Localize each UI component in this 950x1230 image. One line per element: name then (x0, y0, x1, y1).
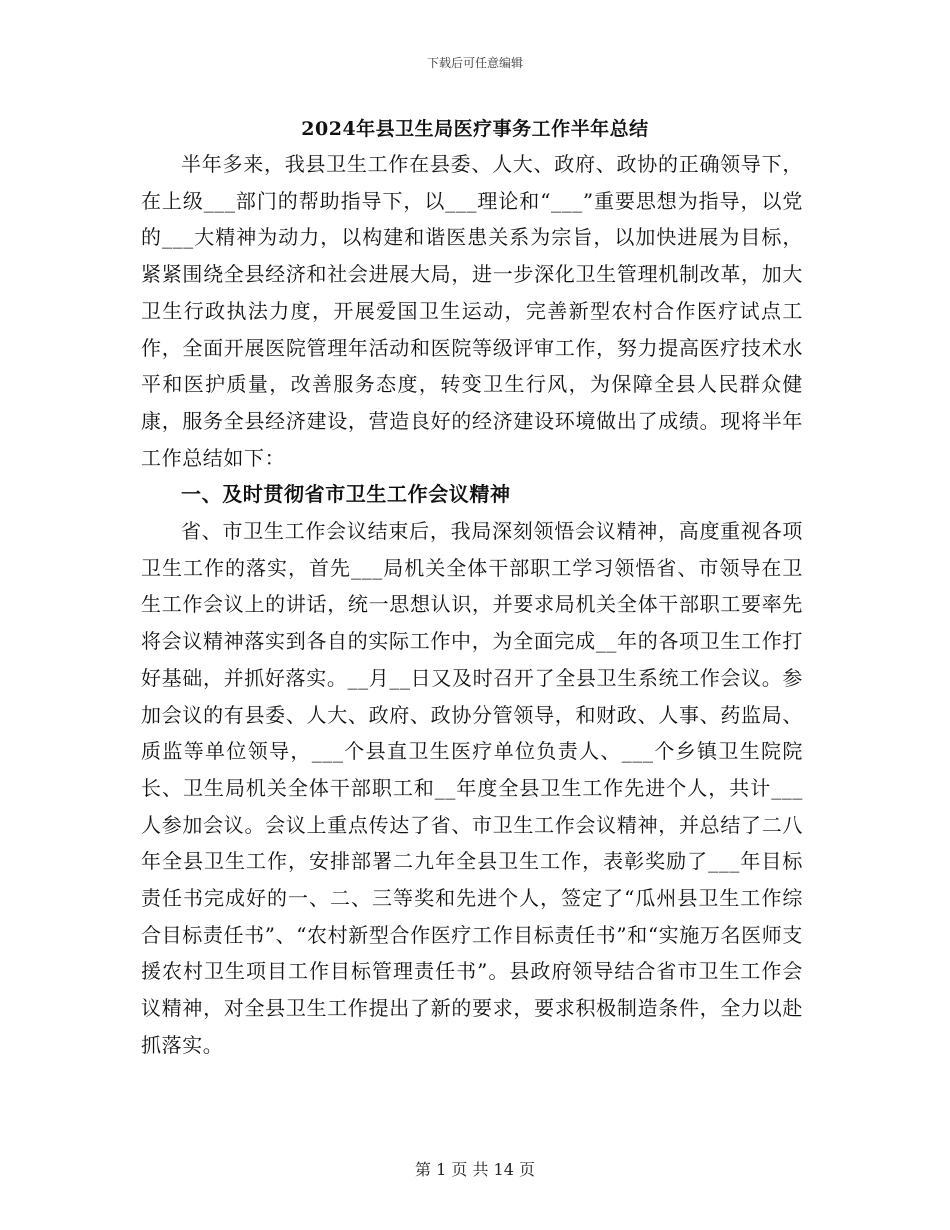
intro-paragraph: 半年多来，我县卫生工作在县委、人大、政府、政协的正确领导下，在上级___部门的帮助指导下，以___理论和“___”重要思想为指导，以党的___大精神为动力，以构建和谐医患关系为宗旨，以加快进展为目标，紧紧围绕全县经济和社会进展大局，进一步深化卫生管理机制改革，加大卫生行政执法力度，开展爱国卫生运动，完善新型农村合作医疗试点工作，全面开展医院管理年活动和医院等级评审工作，努力提高医疗技术水平和医护质量，改善服务态度，转变卫生行风，为保障全县人民群众健康，服务全县经济建设，营造良好的经济建设环境做出了成绩。现将半年工作总结如下： (141, 152, 803, 470)
page-number: 第 1 页 共 14 页 (415, 1160, 535, 1179)
section-1-paragraph: 省、市卫生工作会议结束后，我局深刻领悟会议精神，高度重视各项卫生工作的落实，首先___局机关全体干部职工学习领悟省、市领导在卫生工作会议上的讲话，统一思想认识，并要求局机关全体干部职工要率先将会议精神落实到各自的实际工作中，为全面完成__年的各项卫生工作打好基础，并抓好落实。__月__日又及时召开了全县卫生系统工作会议。参加会议的有县委、人大、政府、政协分管领导，和财政、人事、药监局、质监等单位领导，___个县直卫生医疗单位负责人、___个乡镇卫生院院长、卫生局机关全体干部职工和__年度全县卫生工作先进个人，共计___人参加会议。会议上重点传达了省、市卫生工作会议精神，并总结了二八年全县卫生工作，安排部署二九年全县卫生工作，表彰奖励了___年目标责任书完成好的一、二、三等奖和先进个人，签定了“瓜州县卫生工作综合目标责任书”、“农村新型合作医疗工作目标责任书”和“实施万名医师支援农村卫生项目工作目标管理责任书”。县政府领导结合省市卫生工作会议精神，对全县卫生工作提出了新的要求，要求积极制造条件，全力以赴抓落实。 (141, 519, 803, 1057)
section-heading-1: 一、及时贯彻省市卫生工作会议精神 (181, 482, 511, 507)
document-title: 2024年县卫生局医疗事务工作半年总结 (301, 118, 649, 140)
header-note: 下载后可任意编辑 (426, 56, 523, 70)
document-body (141, 146, 803, 1064)
